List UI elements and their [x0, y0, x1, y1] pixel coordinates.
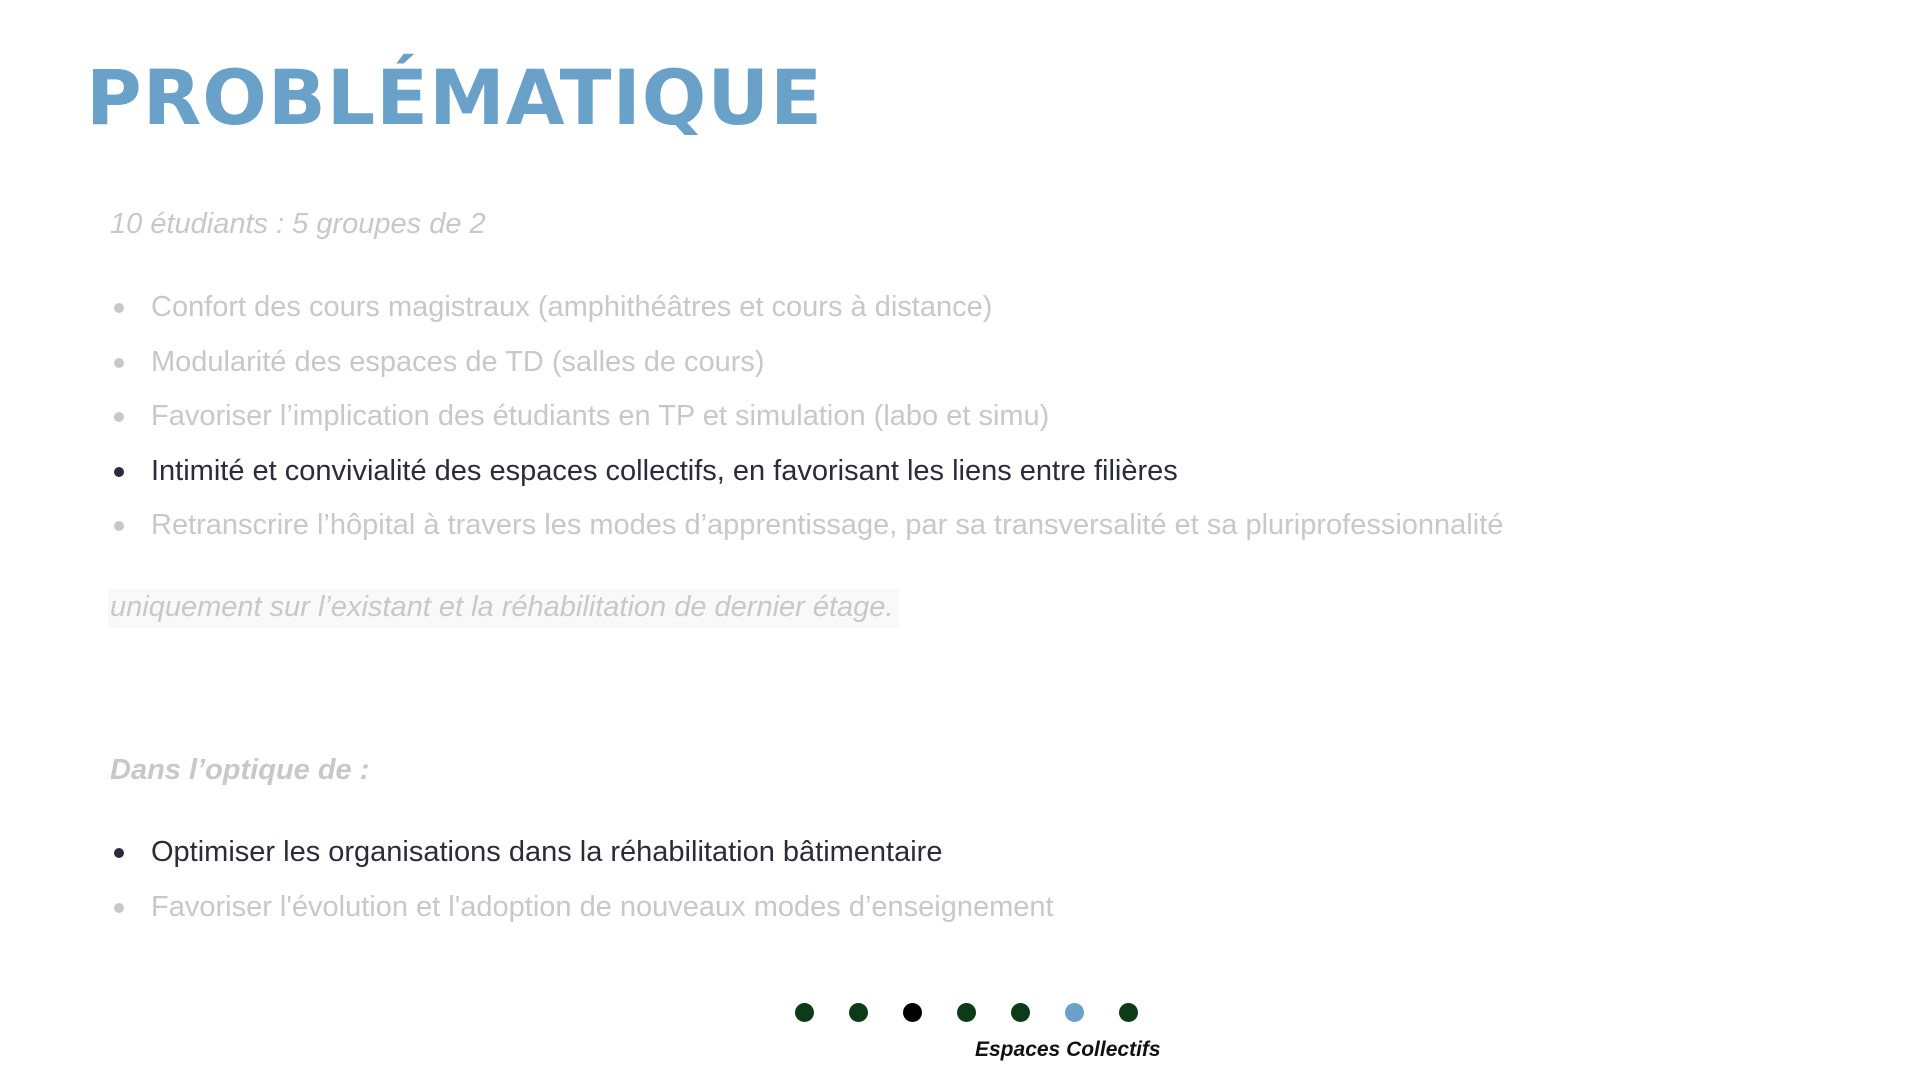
- current-section-label: Espaces Collectifs: [975, 1038, 1161, 1061]
- bullet-dot-icon: [114, 412, 124, 422]
- bullet-dot-icon: [114, 521, 124, 531]
- objective-item-involvement[interactable]: [110, 399, 1503, 454]
- goals-list: [110, 835, 1054, 944]
- bullet-dot-icon: [114, 903, 124, 913]
- pager-dot-2[interactable]: [849, 1003, 868, 1022]
- objective-item-hospital[interactable]: [110, 508, 1503, 563]
- goal-item-organisation[interactable]: [110, 835, 1054, 890]
- objective-label: Retranscrire l’hôpital à travers les modes d’apprentissage, par sa transversalité et sa pluriprofessionnalité: [151, 509, 1504, 541]
- intro-text: 10 étudiants : 5 groupes de 2: [110, 208, 486, 240]
- objective-label: Modularité des espaces de TD (salles de cours): [151, 345, 765, 378]
- goal-label: Optimiser les organisations dans la réhabilitation bâtimentaire: [151, 836, 943, 868]
- objective-item-comfort[interactable]: [110, 290, 1503, 345]
- objective-label: Favoriser l’implication des étudiants en TP et simulation (labo et simu): [151, 400, 1050, 432]
- objective-item-collective-spaces[interactable]: [110, 454, 1503, 509]
- pager-dot-1[interactable]: [795, 1003, 814, 1022]
- scope-note: uniquement sur l’existant et la réhabilitation de dernier étage.: [108, 589, 899, 628]
- objective-label: Intimité et convivialité des espaces collectifs, en favorisant les liens entre filières: [151, 454, 1178, 487]
- bullet-dot-icon: [114, 303, 124, 313]
- pager-dot-3[interactable]: [903, 1003, 922, 1022]
- pager-dot-6-current[interactable]: [1065, 1003, 1084, 1022]
- slide-title: PROBLÉMATIQUE: [86, 53, 824, 142]
- pager-dot-7[interactable]: [1119, 1003, 1138, 1022]
- section-label: Dans l’optique de :: [110, 754, 370, 786]
- objectives-list: [110, 290, 1503, 563]
- bullet-dot-icon: [114, 467, 124, 477]
- bullet-dot-icon: [114, 848, 124, 858]
- objective-item-modularity[interactable]: [110, 345, 1503, 400]
- bullet-dot-icon: [114, 358, 124, 368]
- pager-dot-4[interactable]: [957, 1003, 976, 1022]
- objective-label: Confort des cours magistraux (amphithéâtres et cours à distance): [151, 291, 993, 323]
- pager-dot-5[interactable]: [1011, 1003, 1030, 1022]
- goal-item-evolution[interactable]: [110, 890, 1054, 945]
- goal-label: Favoriser l'évolution et l'adoption de nouveaux modes d’enseignement: [151, 890, 1054, 923]
